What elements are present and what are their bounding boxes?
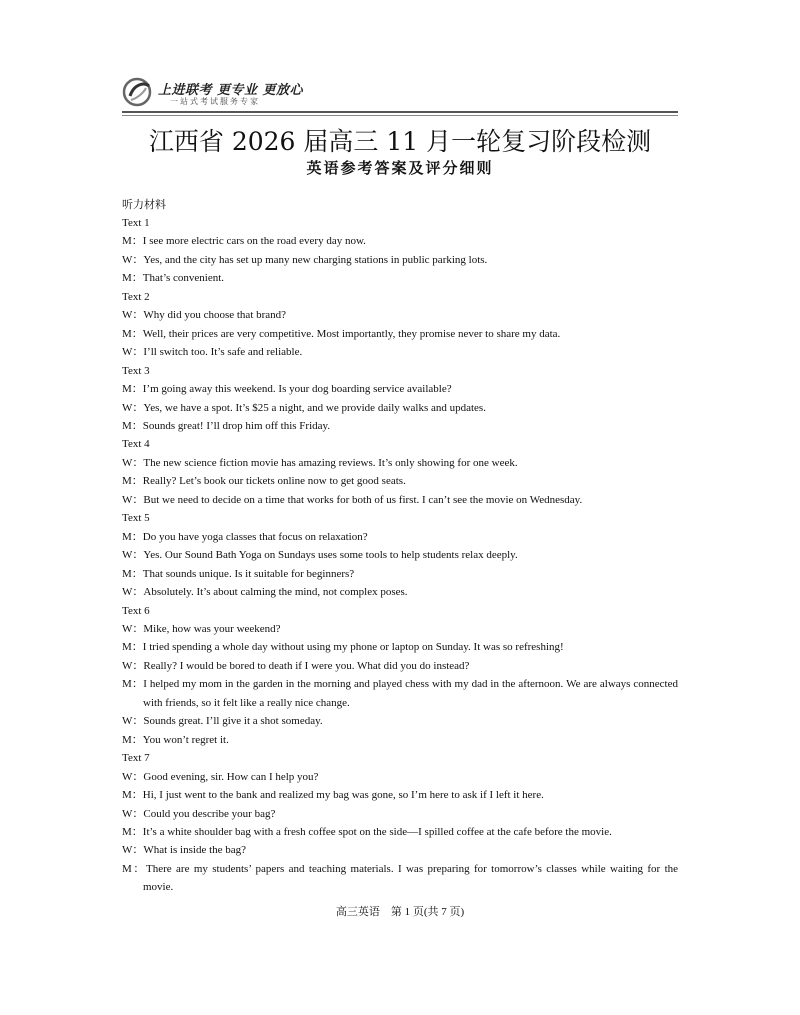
speaker-label: W — [122, 770, 133, 783]
dialog-text: Sounds great! I’ll drop him off this Friday. — [142, 419, 331, 432]
speaker-colon: ： — [132, 456, 144, 469]
dialog-text: I helped my mom in the garden in the morning and played chess with my dad in the afternoon. We are always connected with friends, so it felt like a really nice change. — [143, 678, 678, 709]
dialog-line — [122, 306, 678, 324]
speaker-colon: ： — [132, 346, 144, 359]
speaker-colon: ： — [131, 272, 143, 285]
speaker-label: M — [122, 825, 132, 838]
speaker-label: M — [122, 419, 132, 432]
speaker-label: W — [122, 309, 133, 322]
speaker-colon: ： — [132, 549, 144, 562]
speaker-label: M — [122, 678, 132, 691]
speaker-label: M — [122, 733, 132, 746]
dialog-text: Hi, I just went to the bank and realized my bag was gone, so I’m here to ask if I left it here. — [142, 789, 544, 802]
speaker-label: W — [122, 844, 133, 857]
speaker-colon: ： — [132, 401, 144, 414]
dialog-text: That sounds unique. Is it suitable for beginners? — [142, 567, 355, 580]
dialog-text: Really? I would be bored to death if I were you. What did you do instead? — [143, 659, 470, 672]
dialog-line — [122, 269, 678, 287]
speaker-label: W — [122, 493, 133, 506]
dialog-text: Could you describe your bag? — [143, 807, 276, 820]
dialog-line — [122, 417, 678, 435]
speaker-label: M — [122, 641, 132, 654]
speaker-colon: ： — [131, 235, 143, 248]
brand-tagline: 一站式考试服务专家 — [170, 97, 260, 106]
transcript-body — [122, 214, 678, 897]
speaker-label: W — [122, 807, 133, 820]
speaker-colon: ： — [132, 253, 144, 266]
speaker-colon: ： — [132, 807, 144, 820]
speaker-label: M — [122, 862, 132, 875]
dialog-line — [122, 768, 678, 786]
page-title: 江西省 2026 届高三 11 月一轮复习阶段检测 — [148, 127, 652, 156]
dialog-line — [122, 399, 678, 417]
speaker-label: M — [122, 475, 132, 488]
speaker-label: W — [122, 622, 133, 635]
speaker-colon: ： — [131, 678, 144, 691]
dialog-line — [122, 528, 678, 546]
speaker-label: M — [122, 327, 132, 340]
dialog-line — [122, 823, 678, 841]
speaker-colon: ： — [131, 641, 143, 654]
dialog-text: Do you have yoga classes that focus on relaxation? — [142, 530, 368, 543]
page-footer: 高三英语 第 1 页(共 7 页) — [335, 906, 465, 918]
dialog-line — [122, 638, 678, 656]
speaker-colon: ： — [131, 789, 143, 802]
text-heading: Text 6 — [122, 604, 150, 617]
dialog-text: Yes, we have a spot. It’s $25 a night, and we provide daily walks and updates. — [143, 401, 486, 414]
text-heading: Text 7 — [122, 752, 150, 765]
text-heading: Text 5 — [122, 512, 150, 525]
dialog-text: I’ll switch too. It’s safe and reliable. — [143, 346, 303, 359]
speaker-colon: ： — [132, 309, 144, 322]
speaker-colon: ： — [131, 733, 143, 746]
dialog-text: I tried spending a whole day without using my phone or laptop on Sunday. It was so refreshing! — [142, 641, 564, 654]
dialog-line — [122, 380, 678, 398]
speaker-colon: ： — [131, 383, 143, 396]
speaker-label: M — [122, 567, 132, 580]
dialog-text: Sounds great. I’ll give it a shot someday. — [143, 715, 323, 728]
speaker-colon: ： — [131, 567, 143, 580]
dialog-line — [122, 657, 678, 675]
dialog-text: Absolutely. It’s about calming the mind, not complex poses. — [143, 586, 408, 599]
speaker-colon: ： — [131, 475, 143, 488]
dialog-line — [122, 232, 678, 250]
dialog-text: Yes. Our Sound Bath Yoga on Sundays uses some tools to help students relax deeply. — [143, 549, 518, 562]
text-heading: Text 1 — [122, 217, 150, 229]
header-rule-thin — [122, 115, 678, 116]
section-label: 听力材料 — [122, 198, 166, 211]
speaker-label: M — [122, 789, 132, 802]
dialog-line — [122, 786, 678, 804]
speaker-label: M — [122, 272, 132, 285]
speaker-colon: ： — [131, 862, 147, 875]
speaker-colon: ： — [132, 586, 144, 599]
header-rule — [122, 111, 678, 113]
speaker-colon: ： — [131, 825, 143, 838]
dialog-text: That’s convenient. — [142, 272, 225, 285]
dialog-line — [122, 731, 678, 749]
dialog-text: Yes, and the city has set up many new charging stations in public parking lots. — [143, 253, 488, 266]
speaker-label: W — [122, 659, 133, 672]
dialog-text: Mike, how was your weekend? — [143, 622, 281, 635]
speaker-label: M — [122, 383, 132, 396]
dialog-text: It’s a white shoulder bag with a fresh coffee spot on the side—I spilled coffee at the cafe before the movie. — [142, 825, 612, 838]
dialog-text: I see more electric cars on the road every day now. — [142, 235, 366, 248]
dialog-line — [122, 841, 678, 859]
speaker-label: W — [122, 715, 133, 728]
speaker-label: M — [122, 530, 132, 543]
speaker-colon: ： — [132, 622, 144, 635]
dialog-text: Really? Let’s book our tickets online now to get good seats. — [142, 475, 406, 488]
text-heading: Text 2 — [122, 290, 150, 303]
speaker-colon: ： — [132, 659, 144, 672]
brand-header — [122, 76, 682, 112]
dialog-text: Good evening, sir. How can I help you? — [143, 770, 319, 783]
dialog-line — [122, 325, 678, 343]
speaker-colon: ： — [132, 715, 144, 728]
speaker-label: M — [122, 235, 132, 248]
dialog-text: But we need to decide on a time that works for both of us first. I can’t see the movie on Wednesday. — [143, 493, 583, 506]
dialog-text: I’m going away this weekend. Is your dog boarding service available? — [142, 383, 452, 396]
dialog-line — [122, 860, 678, 897]
speaker-colon: ： — [132, 493, 144, 506]
dialog-line — [122, 251, 678, 269]
speaker-label: W — [122, 549, 133, 562]
speaker-colon: ： — [131, 530, 143, 543]
dialog-text: There are my students’ papers and teaching materials. I was preparing for tomorrow’s classes while waiting for the movie. — [143, 862, 679, 894]
dialog-line — [122, 805, 678, 823]
speaker-colon: ： — [132, 844, 144, 857]
text-heading: Text 4 — [122, 438, 150, 451]
brand-logo-icon — [122, 76, 156, 108]
dialog-line — [122, 343, 678, 361]
dialog-text: Well, their prices are very competitive. Most importantly, they promise never to share my data. — [142, 327, 561, 340]
dialog-text: What is inside the bag? — [143, 844, 247, 857]
dialog-line — [122, 675, 678, 712]
speaker-label: W — [122, 253, 133, 266]
dialog-text: You won’t regret it. — [142, 733, 229, 746]
dialog-line — [122, 712, 678, 730]
speaker-label: W — [122, 586, 133, 599]
dialog-line — [122, 472, 678, 490]
text-heading: Text 3 — [122, 364, 150, 377]
speaker-colon: ： — [132, 770, 144, 783]
speaker-colon: ： — [131, 419, 143, 432]
dialog-line — [122, 454, 678, 472]
brand-slogan: 上进联考 更专业 更放心 — [158, 83, 304, 98]
speaker-label: W — [122, 346, 133, 359]
speaker-colon: ： — [131, 327, 143, 340]
dialog-line — [122, 546, 678, 564]
dialog-line — [122, 620, 678, 638]
dialog-text: Why did you choose that brand? — [143, 309, 287, 322]
speaker-label: W — [122, 401, 133, 414]
dialog-line — [122, 565, 678, 583]
page-subtitle: 英语参考答案及评分细则 — [306, 159, 494, 177]
speaker-label: W — [122, 456, 133, 469]
dialog-line — [122, 491, 678, 509]
dialog-text: The new science fiction movie has amazing reviews. It’s only showing for one week. — [143, 456, 518, 469]
dialog-line — [122, 583, 678, 601]
